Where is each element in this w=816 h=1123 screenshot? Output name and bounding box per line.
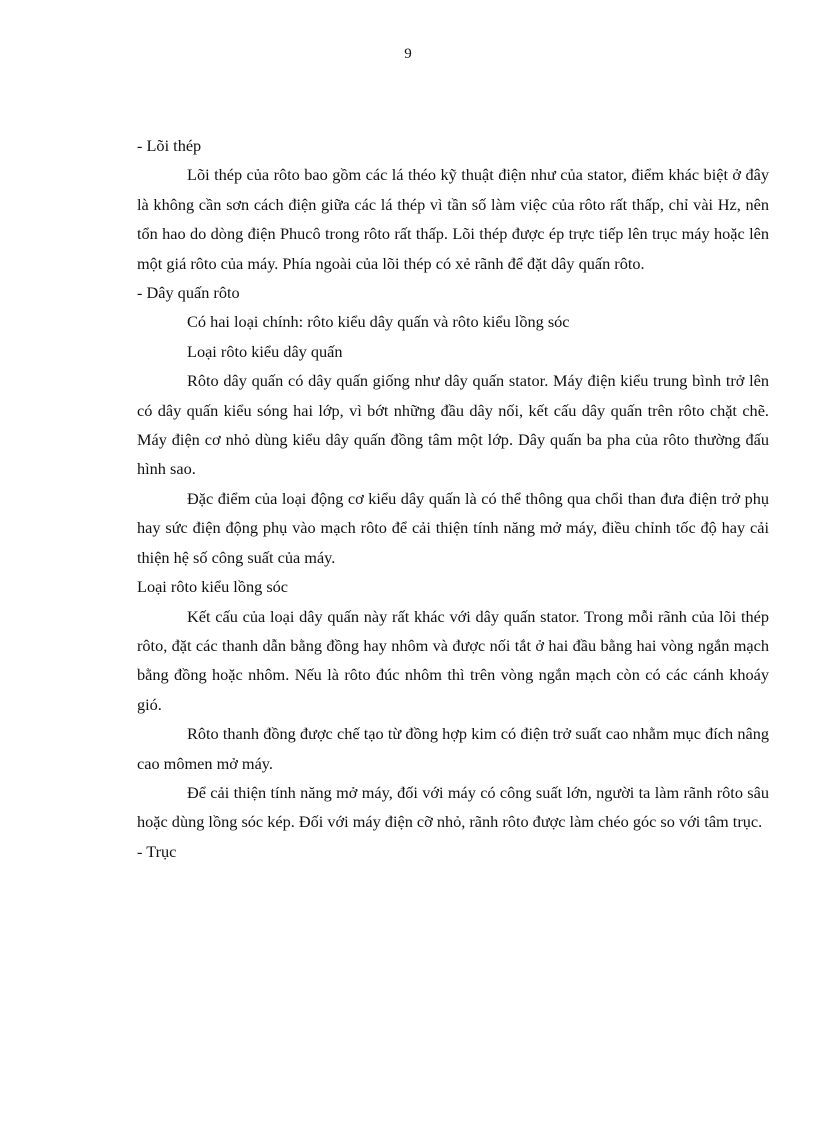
page-number: 9: [404, 46, 412, 62]
document-body: [137, 131, 769, 866]
paragraph-wound-rotor-feature: Đặc điểm của loại động cơ kiểu dây quấn là có thể thông qua chổi than đưa điện trở phụ hay sức điện động phụ vào mạch rôto để cải thiện tính năng mở máy, điều chỉnh tốc độ hay cải thiện hệ số công suất của máy.: [137, 488, 769, 567]
winding-types-line: Có hai loại chính: rôto kiểu dây quấn và rôto kiểu lồng sóc: [187, 312, 570, 332]
paragraph-core: Lõi thép của rôto bao gồm các lá théo kỹ thuật điện như của stator, điểm khác biệt ở đây là không cần sơn cách điện giữa các lá thép vì tần số làm việc của rôto rất thấp, chỉ vài Hz, nên tổn hao do dòng điện Phucô trong rôto rất thấp. Lõi thép được ép trực tiếp lên trục máy hoặc lên một giá rôto của máy. Phía ngoài của lõi thép có xẻ rãnh để đặt dây quấn rôto.: [137, 165, 769, 273]
section-heading-core: - Lõi thép: [137, 136, 202, 155]
section-heading-winding: - Dây quấn rôto: [137, 283, 240, 303]
section-heading-shaft: - Trục: [137, 841, 177, 861]
subheading-squirrel-cage: Loại rôto kiểu lồng sóc: [137, 577, 289, 597]
paragraph-starting: Để cải thiện tính năng mở máy, đối với máy có công suất lớn, người ta làm rãnh rôto sâu hoặc dùng lồng sóc kép. Đối với máy điện cỡ nhỏ, rãnh rôto được làm chéo góc so với tâm trục.: [137, 782, 769, 832]
subheading-wound-rotor: Loại rôto kiểu dây quấn: [187, 341, 343, 361]
paragraph-copper-bar: Rôto thanh đồng được chế tạo từ đồng hợp kim có điện trở suất cao nhằm mục đích nâng cao mômen mở máy.: [137, 724, 769, 773]
paragraph-wound-rotor: Rôto dây quấn có dây quấn giống như dây quấn stator. Máy điện kiểu trung bình trở lên có dây quấn kiểu sóng hai lớp, vì bớt những đầu dây nối, kết cấu dây quấn trên rôto chặt chẽ. Máy điện cơ nhỏ dùng kiểu dây quấn đồng tâm một lớp. Dây quấn ba pha của rôto thường đấu hình sao.: [137, 371, 769, 479]
paragraph-squirrel-cage: Kết cấu của loại dây quấn này rất khác với dây quấn stator. Trong mỗi rãnh của lõi thép rôto, đặt các thanh dẫn bằng đồng hay nhôm và được nối tắt ở hai đầu bằng hai vòng ngắn mạch bằng đồng hoặc nhôm. Nếu là rôto đúc nhôm thì trên vòng ngắn mạch còn có các cánh khoáy gió.: [137, 606, 769, 714]
